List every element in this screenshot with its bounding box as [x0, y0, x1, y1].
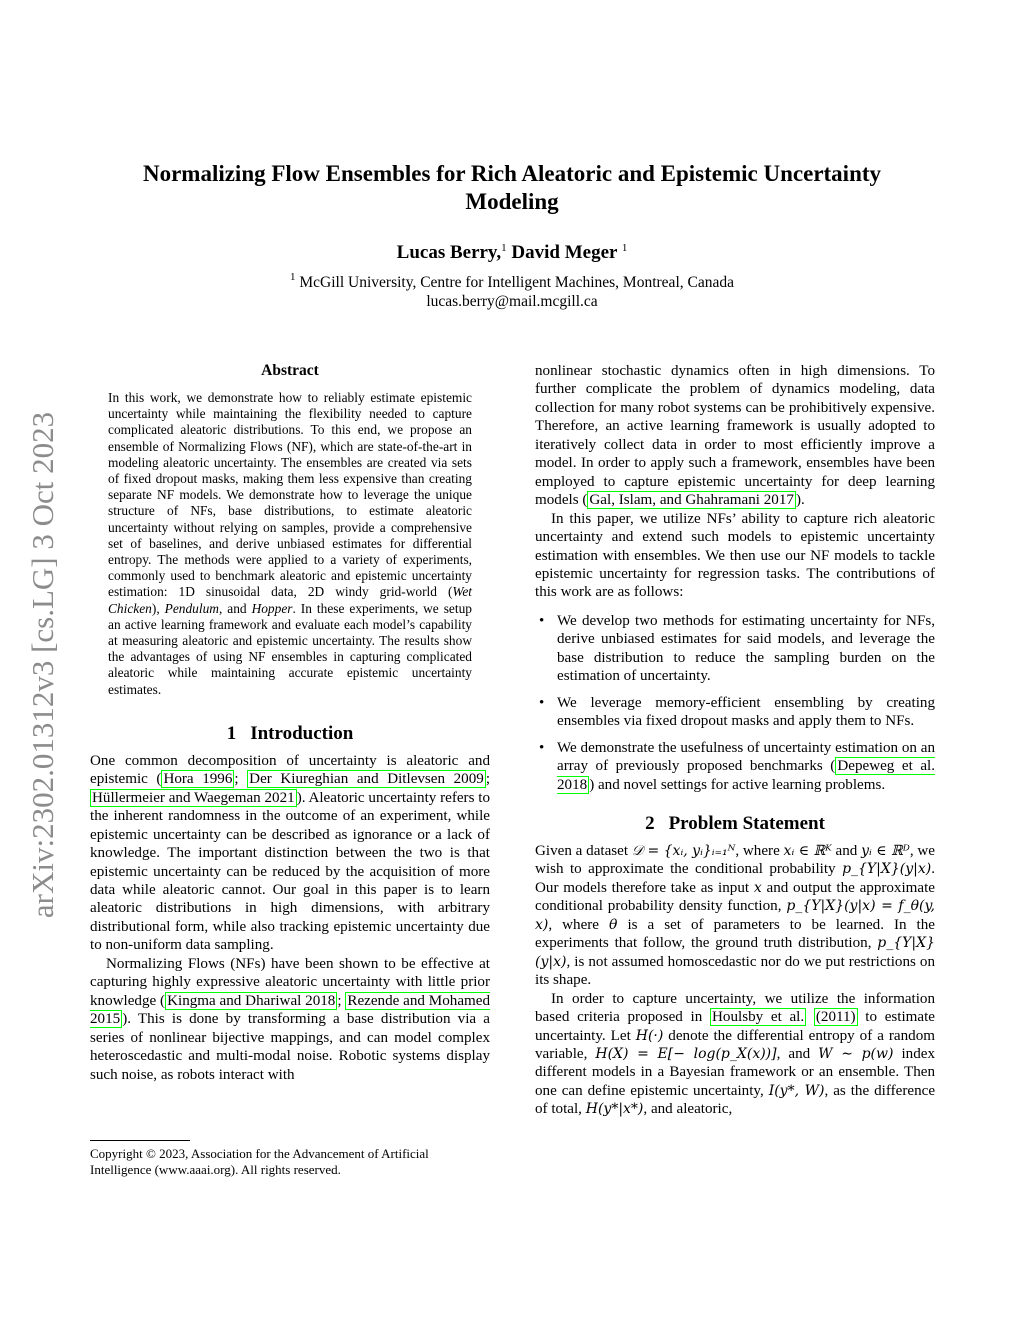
list-item-text: We demonstrate the usefulness of uncertainty estimation on an array of previously proposed benchmarks (	[557, 739, 935, 775]
body-text: ;	[485, 771, 491, 788]
body-text	[806, 1009, 814, 1025]
body-text: , where	[548, 916, 610, 933]
body-text: index different models in a Bayesian framework or an ensemble. Then one can define epistemic uncertainty,	[535, 1045, 936, 1099]
math-expression: H(y*|x*)	[585, 1101, 644, 1118]
intro-paragraph-4: In this paper, we utilize NFs’ ability to capture rich aleatoric uncertainty and extend such models to epistemic uncertainty estimation with ensembles. We then use our NF models to tackle epistemic uncertainty for regression tasks. The contributions of this work are as follows:	[535, 510, 935, 601]
math-expression: H(·)	[635, 1027, 664, 1044]
abstract-text: ),	[151, 600, 165, 616]
body-text: One common decomposition of uncertainty is aleatoric and epistemic (	[90, 752, 490, 788]
section-number: 2	[645, 812, 655, 834]
citation-link[interactable]: Houlsby et al.	[712, 1009, 805, 1026]
author-list	[110, 236, 914, 265]
arxiv-stamp	[18, 370, 68, 960]
list-item-text: We develop two methods for estimating uncertainty for NFs, derive unbiased estimates for said models, and leverage the base distribution to reduce the sampling burden on the estimation of uncertainty.	[557, 612, 935, 685]
list-item	[535, 612, 935, 686]
body-text: is a set of parameters to be learned. In the experiments that follow, the ground truth distribution,	[535, 916, 935, 952]
abstract-text: . In these experiments, we setup an active learning framework and evaluate each model’s capability at measuring aleatoric and epistemic uncertainty. The results show the advantages of using NF ensembles in capturing complicated aleatoric while maintaining accurate epistemic uncertainty estimates.	[108, 600, 472, 697]
math-expression: I(y*, W)	[768, 1082, 825, 1099]
body-text: , where	[735, 842, 784, 859]
affiliation-text: McGill University, Centre for Intelligent Machines, Montreal, Canada	[299, 274, 734, 291]
body-text: and	[831, 842, 862, 859]
intro-paragraph-1	[90, 752, 490, 955]
section-title: Problem Statement	[668, 812, 825, 834]
abstract-emph: Pendulum	[164, 600, 219, 616]
body-text: Normalizing Flows (NFs) have been shown to be effective at capturing highly expressive aleatoric uncertainty with little prior knowledge (	[90, 955, 490, 1009]
citation-link[interactable]: Kingma and Dhariwal 2018	[167, 992, 336, 1009]
math-expression: x	[753, 879, 762, 896]
abstract-emph: Wet Chicken	[108, 584, 472, 616]
abstract-body	[108, 390, 472, 698]
math-expression: p_{Y|X}(y|x) = f_θ(y, x)	[535, 898, 935, 933]
author-affil-mark: 1	[621, 242, 628, 254]
body-text: to estimate uncertainty. Let	[535, 1009, 936, 1044]
math-expression: H(X) = E[− log(p_X(x))]	[595, 1045, 777, 1062]
citation-link[interactable]: Der Kiureghian and Ditlevsen 2009	[249, 771, 484, 788]
citation-link[interactable]: Hora 1996	[163, 771, 233, 788]
arxiv-id[interactable]: arXiv:2302.01312v3 [cs.LG] 3 Oct 2023	[25, 411, 60, 919]
math-expression: 𝒟 = {xᵢ, yᵢ}ᵢ₌₁ᴺ	[631, 842, 736, 859]
author-email[interactable]: lucas.berry@mail.mcgill.ca	[426, 293, 598, 310]
body-text: ;	[337, 992, 346, 1009]
intro-paragraph-3	[535, 362, 935, 510]
body-text: , and	[776, 1045, 819, 1062]
body-text: denote the differential entropy of a random variable,	[535, 1027, 935, 1062]
author-name: Lucas Berry,	[396, 242, 502, 263]
body-text: In order to capture uncertainty, we utilize the information based criteria proposed in	[535, 990, 935, 1026]
paper-title: Normalizing Flow Ensembles for Rich Aleatoric and Epistemic Uncertainty Modeling	[142, 161, 882, 214]
math-expression: yᵢ ∈ ℝᴰ	[861, 842, 910, 859]
list-item-text: ) and novel settings for active learning problems.	[589, 776, 886, 793]
body-text: , as the difference of total,	[535, 1082, 936, 1118]
math-expression: W ∼ p(w)	[818, 1045, 894, 1062]
problem-paragraph-1	[535, 842, 935, 990]
section-title: Introduction	[250, 722, 354, 744]
citation-link[interactable]: (2011)	[815, 1009, 856, 1026]
copyright-footnote: Copyright © 2023, Association for the Advancement of Artificial Intelligence (www.aaai.org). All rights reserved.	[90, 1146, 429, 1177]
body-text: and output the approximate conditional probability density function,	[535, 879, 936, 915]
math-expression: θ	[609, 916, 618, 933]
affil-mark: 1	[290, 271, 296, 283]
contribution-list	[535, 612, 935, 794]
math-expression: p_{Y|X}(y|x)	[535, 935, 935, 970]
citation-link[interactable]: Gal, Islam, and Ghahramani 2017	[589, 492, 794, 509]
abstract-text: , and	[218, 600, 252, 616]
list-item-text: We leverage memory-efficient ensembling by creating ensembles via fixed dropout masks and apply them to NFs.	[557, 694, 935, 730]
section-heading-introduction	[90, 722, 490, 746]
right-column	[535, 362, 935, 1119]
intro-paragraph-2	[90, 955, 490, 1084]
affiliation	[110, 268, 914, 311]
bullet-icon: •	[539, 739, 545, 756]
left-column	[90, 362, 490, 1084]
body-text: ;	[234, 771, 248, 788]
problem-paragraph-2	[535, 990, 935, 1119]
body-text: . Our models therefore take as input	[535, 861, 935, 896]
section-number: 1	[226, 722, 237, 744]
body-text: , is not assumed homoscedastic nor do we put restrictions on its shape.	[535, 953, 935, 989]
abstract-text: In this work, we demonstrate how to reliably estimate epistemic uncertainty while maintaining the flexibility needed to capture complicated aleatoric distributions. To this end, we propose an ensemble of Normalizing Flows (NF), which are state-of-the-art in modeling aleatoric uncertainty. The ensembles are created via sets of fixed dropout masks, making them less expensive than creating separate NF models. We demonstrate how to leverage the unique structure of NFs, base distributions, to estimate aleatoric uncertainty without relying on samples, provide a comprehensive set of baselines, and derive unbiased estimates for differential entropy. The methods were applied to a variety of experiments, commonly used to benchmark aleatoric and epistemic uncertainty estimation: 1D sinusoidal data, 2D windy grid-world (	[108, 390, 472, 600]
author-affil-mark: 1	[501, 242, 507, 254]
section-heading-problem-statement	[535, 812, 935, 836]
math-expression: p_{Y|X}(y|x)	[842, 861, 932, 878]
math-expression: xᵢ ∈ ℝᴷ	[783, 842, 832, 859]
bullet-icon: •	[539, 612, 545, 629]
citation-link[interactable]: Depeweg et al. 2018	[557, 758, 935, 793]
bullet-icon: •	[539, 694, 545, 711]
list-item	[535, 739, 935, 794]
body-text: ). This is done by transforming a base distribution via a series of nonlinear bijective mappings, and can model complex heteroscedastic and multi-modal noise. Robotic systems display such noise, as robots interact with	[90, 1011, 490, 1083]
body-text: , we wish to approximate the conditional probability	[535, 842, 935, 878]
author-name: David Meger	[511, 242, 618, 263]
abstract-heading: Abstract	[261, 362, 319, 379]
citation-link[interactable]: Hüllermeier and Waegeman 2021	[92, 789, 295, 806]
citation-link[interactable]: Rezende and Mohamed 2015	[90, 992, 491, 1028]
body-text: Given a dataset	[535, 842, 632, 859]
body-text: ). Aleatoric uncertainty refers to the inherent randomness in the outcome of an experiment, while epistemic uncertainty can be described as ignorance or a lack of knowledge. The important distinction between the two is that epistemic uncertainty can be reduced by the acquisition of more data while aleatoric cannot. Our goal in this paper is to learn aleatoric distributions in high dimensions, with arbitrary distributional form, while also tracking epistemic uncertainty due to non-uniform data sampling.	[90, 789, 490, 954]
list-item	[535, 694, 935, 731]
body-text: nonlinear stochastic dynamics often in high dimensions. To further complicate the problem of dynamics modeling, data collection for many robot systems can be prohibitively expensive. Therefore, an active learning framework is usually adopted to iteratively collect data in order to most efficiently improve a model. In order to apply such a framework, ensembles have been employed to capture epistemic uncertainty for deep learning models (	[535, 363, 935, 509]
footnote-rule	[90, 1140, 190, 1141]
abstract-emph: Hopper	[251, 600, 293, 616]
body-text: ).	[795, 492, 805, 509]
body-text: , and aleatoric,	[643, 1101, 733, 1118]
